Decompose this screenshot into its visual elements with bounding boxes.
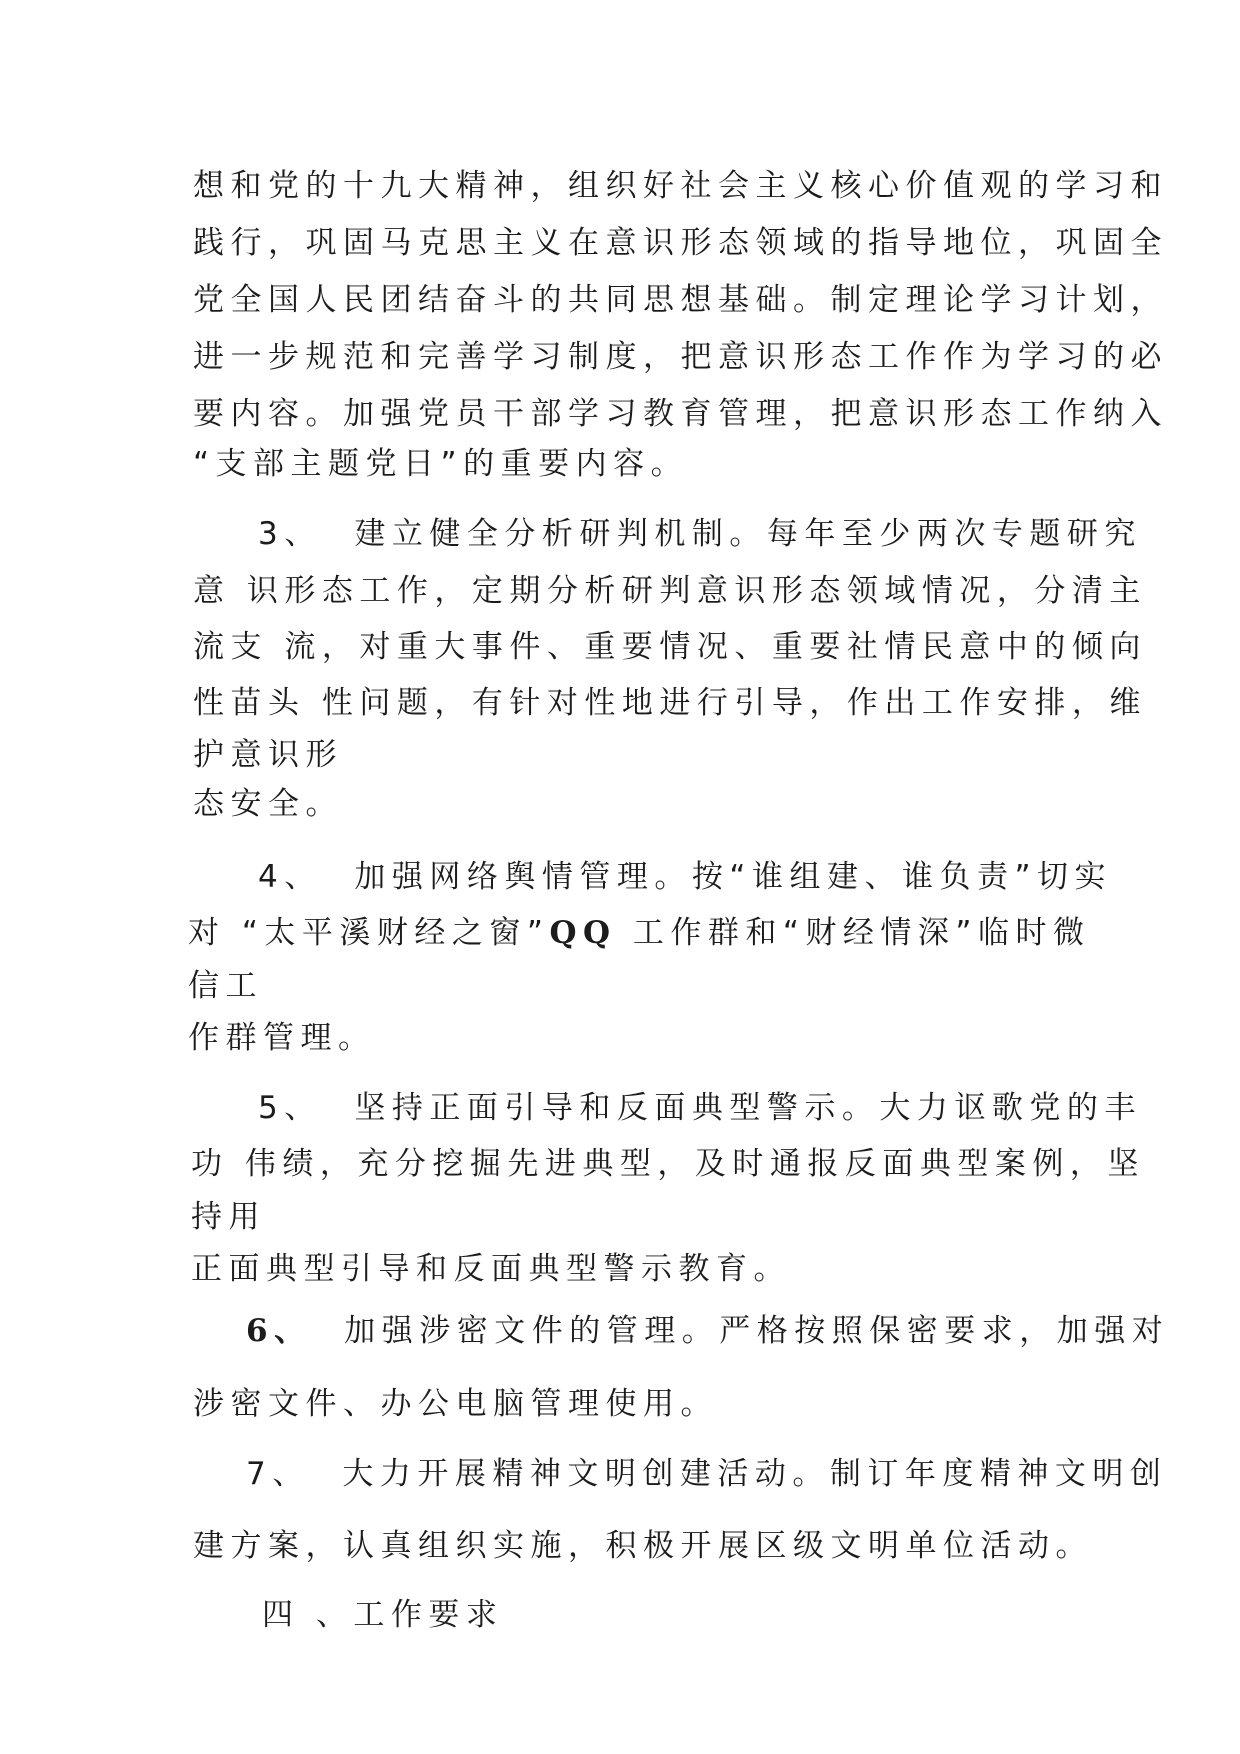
paragraph-1-line-5: 要内容。加强党员干部学习教育管理，把意识形态工作纳入 <box>193 396 1168 432</box>
item-3-line-5: 护意识形 <box>193 737 343 773</box>
qq-label: QQ <box>549 915 617 951</box>
item-5-line-2: 功 伟绩，充分挖掘先进典型，及时通报反面典型案例，坚 <box>191 1146 1145 1182</box>
paragraph-1-line-1: 想和党的十九大精神，组织好社会主义核心价值观的学习和 <box>193 168 1168 204</box>
paragraph-1-line-2: 践行，巩固马克思主义在意识形态领域的指导地位，巩固全 <box>193 225 1168 261</box>
item-5-line-3: 持用 <box>191 1199 266 1235</box>
item-3-line-6: 态安全。 <box>193 786 343 822</box>
item-6-line-2: 涉密文件、办公电脑管理使用。 <box>193 1386 718 1422</box>
item-4-line-2 <box>188 913 1090 953</box>
item-6-line-1-text: 加强涉密文件的管理。严格按照保密要求，加强对 <box>344 1313 1170 1349</box>
item-4-line-3: 信工 <box>188 968 263 1004</box>
item-7-line-1: 7、 大力开展精神文明创建活动。制订年度精神文明创 <box>246 1456 1168 1492</box>
paragraph-1-line-3: 党全国人民团结奋斗的共同思想基础。制定理论学习计划， <box>193 282 1168 318</box>
item-3-line-4: 性苗头 性问题，有针对性地进行引导，作出工作安排，维 <box>193 685 1147 721</box>
item-4-line-1: 4、 加强网络舆情管理。按“谁组建、谁负责”切实 <box>258 859 1113 895</box>
item-5-line-4: 正面典型引导和反面典型警示教育。 <box>191 1251 791 1287</box>
item-3-line-3: 流支 流，对重大事件、重要情况、重要社情民意中的倾向 <box>193 629 1147 665</box>
item-6-number: 6、 <box>246 1313 312 1349</box>
item-6-line-1 <box>246 1311 1169 1351</box>
item-5-line-1: 5、 坚持正面引导和反面典型警示。大力讴歌党的丰 <box>258 1090 1142 1126</box>
item-4-line-2-before: 对 “太平溪财经之窗” <box>188 915 550 951</box>
paragraph-1-line-4: 进一步规范和完善学习制度，把意识形态工作作为学习的必 <box>193 339 1168 375</box>
item-3-line-2: 意 识形态工作，定期分析研判意识形态领域情况，分清主 <box>193 573 1147 609</box>
item-3-line-1: 3、 建立健全分析研判机制。每年至少两次专题研究 <box>258 516 1142 552</box>
paragraph-1-line-6: “支部主题党日”的重要内容。 <box>193 446 689 482</box>
item-7-line-2: 建方案，认真组织实施，积极开展区级文明单位活动。 <box>193 1528 1093 1564</box>
item-4-line-2-after: 工作群和“财经情深”临时微 <box>616 915 1091 951</box>
section-4-heading: 四 、工作要求 <box>262 1597 504 1633</box>
item-4-line-4: 作群管理。 <box>188 1020 376 1056</box>
